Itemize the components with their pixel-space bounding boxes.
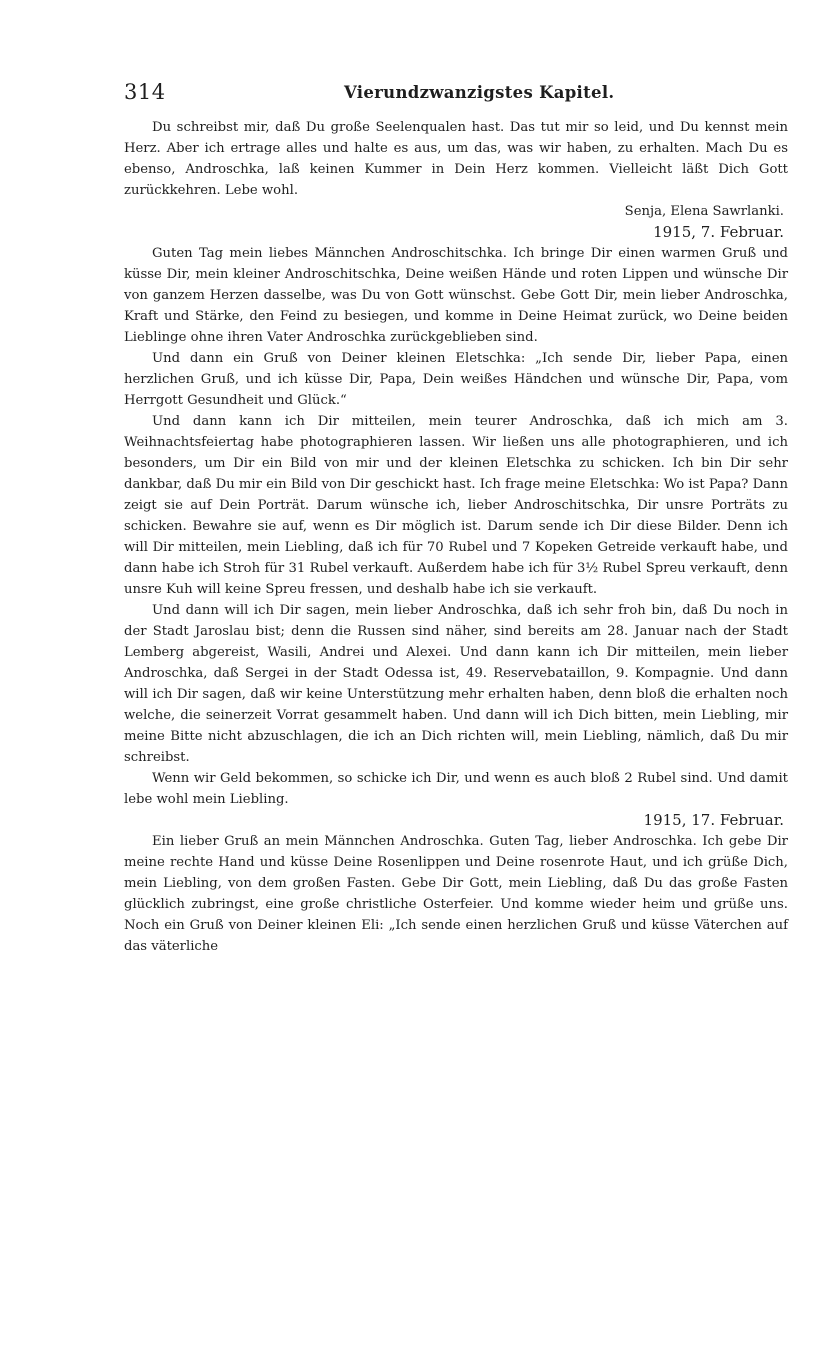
paragraph: Und dann will ich Dir sagen, mein lieber Androschka, daß ich sehr froh bin, daß Du noch in der Stadt Jaroslau bist; denn die Russen sind näher, sind bereits am 28. Januar nach der Stadt Lemberg abgereist, Wasili, Andrei und Alexei. Und dann kann ich Dir mitteilen, mein lieber Androschka, daß Sergei in der Stadt Odessa ist, 49. Reservebataillon, 9. Kompagnie. Und dann will ich Dir sagen, daß wir keine Unterstützung mehr erhalten haben, denn bloß die erhalten noch welche, die seinerzeit Vorrat gesammelt haben. Und dann will ich Dich bitten, mein Liebling, mir meine Bitte nicht abzuschlagen, die ich an Dich richten will, mein Liebling, nämlich, daß Du mir schreibst. [124,603,788,765]
page-header [124,80,784,108]
signature-name: Senja, Elena Sawrlanki. [624,204,784,219]
letter-signature [124,201,788,222]
paragraph: Ein lieber Gruß an mein Männchen Androschka. Guten Tag, lieber Androschka. Ich gebe Dir meine rechte Hand und küsse Deine Rosenlippen und Deine rosenrote Haut, und ich grüße Dich, mein Liebling, von dem großen Fasten. Gebe Dir Gott, mein Liebling, daß Du das große Fasten glücklich zubringst, eine große christliche Osterfeier. Und komme wieder heim und grüße uns. Noch ein Gruß von Deiner kleinen Eli: „Ich sende einen herzlichen Gruß und küsse Väterchen auf das väterliche [124,834,788,954]
running-title: Vierundzwanzigstes Kapitel. [344,83,615,102]
letter-date: 1915, 7. Februar. [653,223,784,241]
paragraph: Du schreibst mir, daß Du große Seelenqualen hast. Das tut mir so leid, und Du kennst mein Herz. Aber ich ertrage alles und halte es aus, um das, was wir haben, zu erhalten. Mach Du es ebenso, Androschka, laß keinen Kummer in Dein Herz kommen. Vielleicht läßt Dich Gott zurückkehren. Lebe wohl. [124,120,788,198]
page-number: 314 [124,80,166,104]
paragraph: Wenn wir Geld bekommen, so schicke ich Dir, und wenn es auch bloß 2 Rubel sind. Und damit lebe wohl mein Liebling. [124,771,788,807]
body-text [124,117,788,957]
paragraph: Und dann ein Gruß von Deiner kleinen Eletschka: „Ich sende Dir, lieber Papa, einen herzlichen Gruß, und ich küsse Dir, Papa, Dein weißes Händchen und wünsche Dir, Papa, vom Herrgott Gesundheit und Glück.“ [124,351,788,408]
paragraph: Und dann kann ich Dir mitteilen, mein teurer Androschka, daß ich mich am 3. Weihnachtsfeiertag habe photographieren lassen. Wir ließen uns alle photographieren, und ich besonders, um Dir ein Bild von mir und der kleinen Eletschka zu schicken. Ich bin Dir sehr dankbar, daß Du mir ein Bild von Dir geschickt hast. Ich frage meine Eletschka: Wo ist Papa? Dann zeigt sie auf Dein Porträt. Darum wünsche ich, lieber Androschitschka, Dir unsre Porträts zu schicken. Bewahre sie auf, wenn es Dir möglich ist. Darum sende ich Dir diese Bilder. Denn ich will Dir mitteilen, mein Liebling, daß ich für 70 Rubel und 7 Kopeken Getreide verkauft habe, und dann habe ich Stroh für 31 Rubel verkauft. Außerdem habe ich für 3½ Rubel Spreu verkauft, denn unsre Kuh will keine Spreu fressen, und deshalb habe ich sie verkauft. [124,414,788,597]
paragraph: Guten Tag mein liebes Männchen Androschitschka. Ich bringe Dir einen warmen Gruß und küsse Dir, mein kleiner Androschitschka, Deine weißen Hände und roten Lippen und wünsche Dir von ganzem Herzen dasselbe, was Du von Gott wünschst. Gebe Gott Dir, mein lieber Androschka, Kraft und Stärke, den Feind zu besiegen, und komme in Deine Heimat zurück, wo Deine beiden Lieblinge ohne ihren Vater Androschka zurückgeblieben sind. [124,246,788,345]
letter-date: 1915, 17. Februar. [643,811,784,829]
